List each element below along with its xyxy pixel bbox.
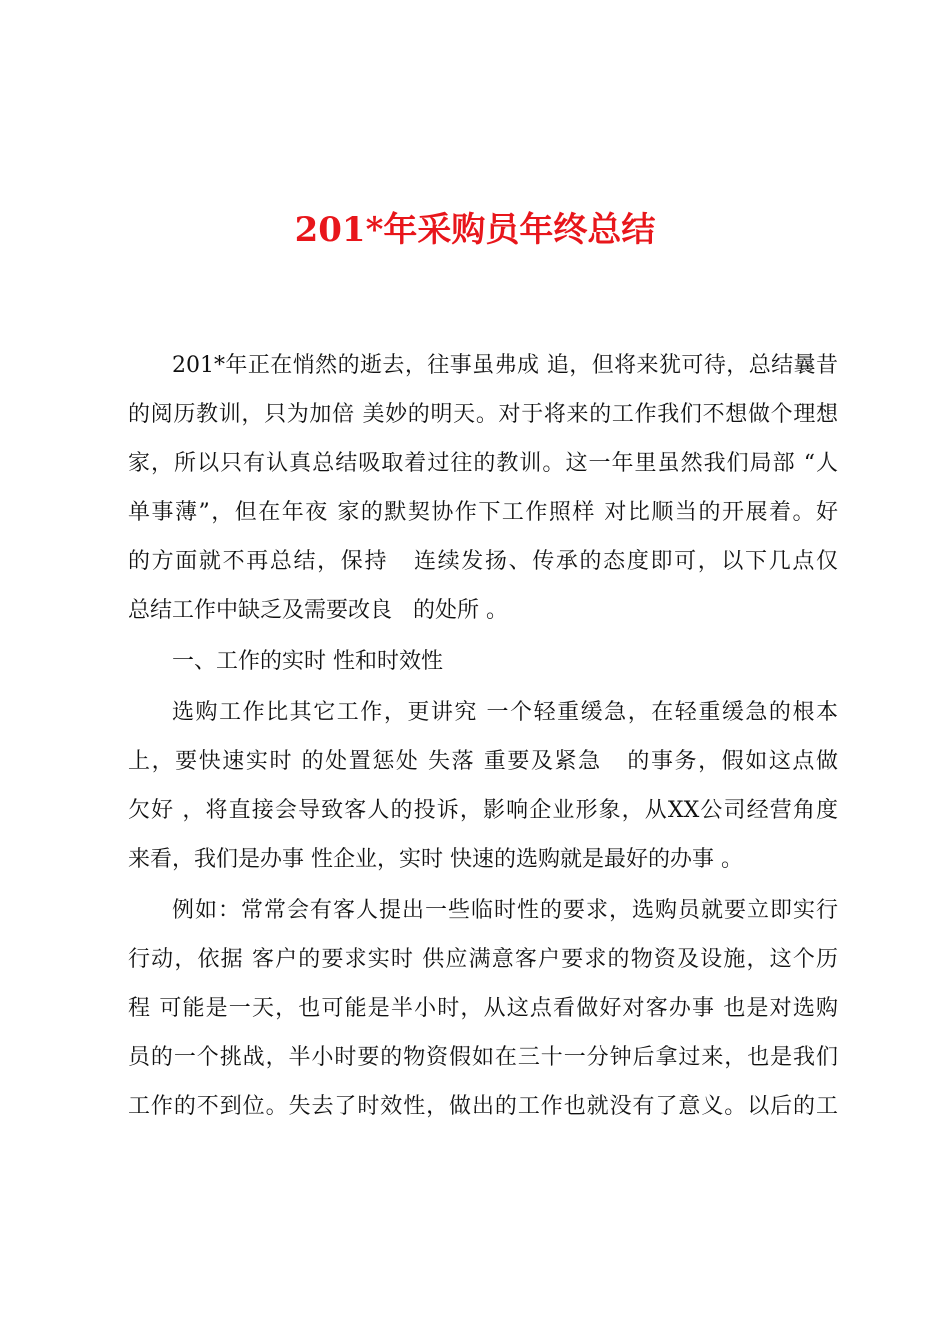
- paragraph-line: 行动，依据 客户的要求实时 供应满意客户要求的物资及设施，这个历: [128, 947, 838, 972]
- paragraph-line: 程 可能是一天，也可能是半小时，从这点看做好对客办事 也是对选购: [128, 996, 838, 1021]
- document-title: 201*年采购员年终总结: [294, 210, 656, 250]
- paragraph-line: 选购工作比其它工作，更讲究 一个轻重缓急，在轻重缓急的根本: [172, 700, 838, 725]
- paragraph-line: 的方面就不再总结，保持 连续发扬、传承的态度即可，以下几点仅: [128, 549, 838, 574]
- paragraph-line: 欠好 ，将直接会导致客人的投诉，影响企业形象，从XX公司经营角度: [128, 798, 838, 823]
- paragraph-line: 的阅历教训，只为加倍 美妙的明天。对于将来的工作我们不想做个理想: [128, 402, 838, 427]
- paragraph-line: 总结工作中缺乏及需要改良 的处所 。: [128, 598, 508, 623]
- paragraph-line: 工作的不到位。失去了时效性，做出的工作也就没有了意义。以后的工: [128, 1094, 838, 1119]
- paragraph-line: 上，要快速实时 的处置惩处 失落 重要及紧急 的事务，假如这点做: [128, 749, 838, 774]
- paragraph-line: 单事薄”，但在年夜 家的默契协作下工作照样 对比顺当的开展着。好: [128, 500, 838, 525]
- paragraph-line: 来看，我们是办事 性企业，实时 快速的选购就是最好的办事 。: [128, 847, 743, 872]
- paragraph-line: 家，所以只有认真总结吸取着过往的教训。这一年里虽然我们局部 “人: [128, 451, 838, 476]
- paragraph-line: 例如：常常会有客人提出一些临时性的要求，选购员就要立即实行: [172, 898, 838, 923]
- paragraph-line: 201*年正在悄然的逝去，往事虽弗成 追，但将来犹可待，总结曩昔: [172, 353, 838, 378]
- paragraph-line: 员的一个挑战，半小时要的物资假如在三十一分钟后拿过来，也是我们: [128, 1045, 838, 1070]
- section-heading: 一、工作的实时 性和时效性: [172, 649, 443, 674]
